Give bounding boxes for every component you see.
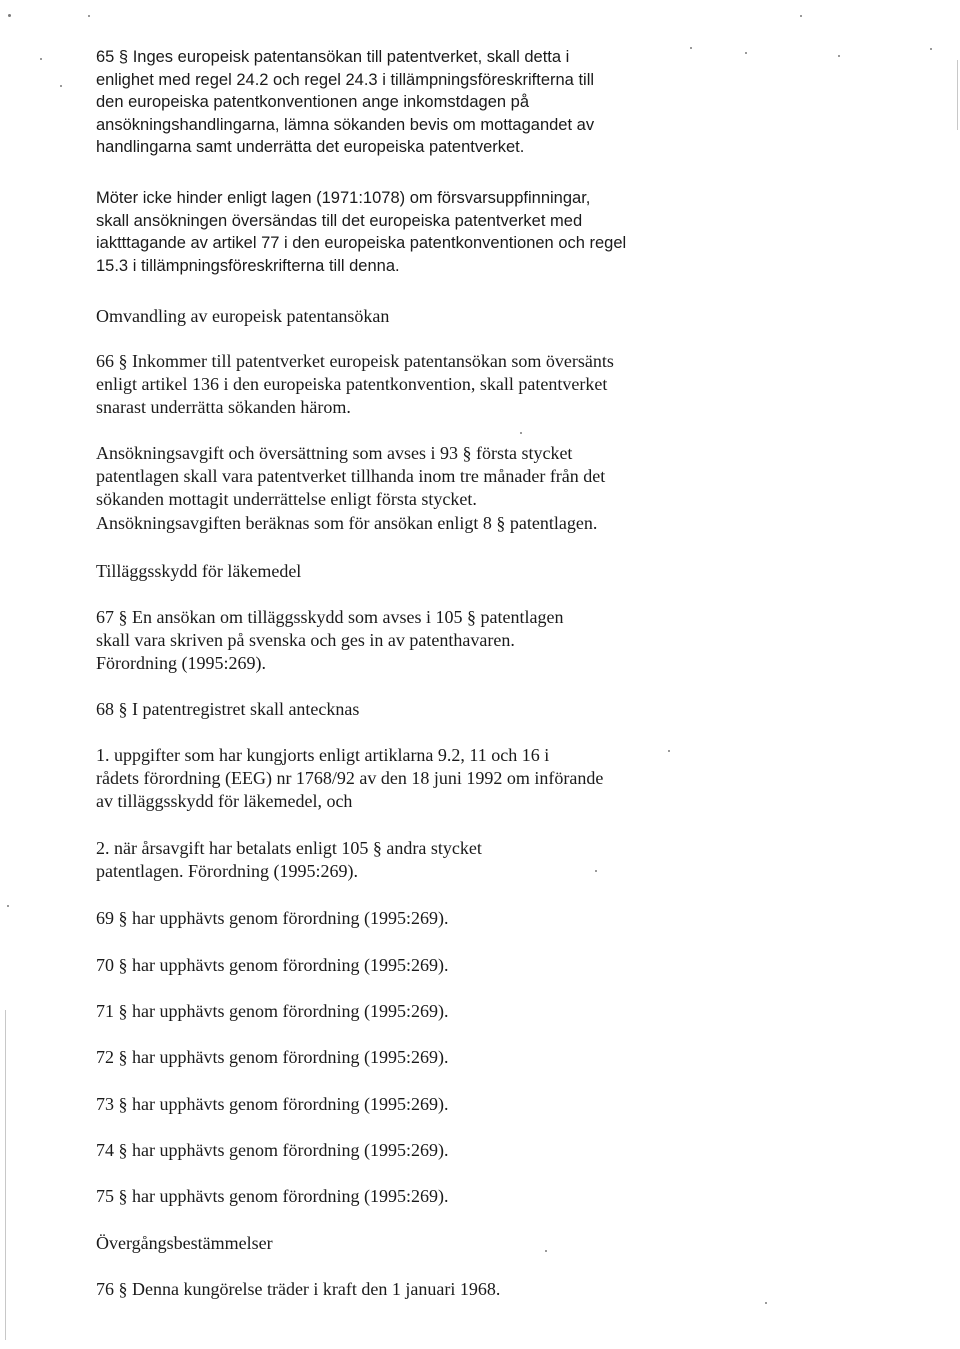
paragraph-68: 68 § I patentregistret skall antecknas xyxy=(96,699,360,719)
scan-speck xyxy=(745,52,747,54)
scan-speck xyxy=(7,905,9,907)
section-heading-tillaggsskydd: Tilläggsskydd för läkemedel xyxy=(96,561,302,581)
text-line: iaktttagande av artikel 77 i den europeiska patentkonventionen och regel xyxy=(96,234,627,252)
text-line: den europeiska patentkonventionen ange inkomstdagen på xyxy=(96,93,529,111)
scan-speck xyxy=(838,55,840,57)
text-line: av tilläggsskydd för läkemedel, och xyxy=(96,791,353,812)
paragraph-68-item-2 xyxy=(96,837,696,883)
paragraph-68-item-1 xyxy=(96,744,696,814)
scan-speck xyxy=(930,48,932,50)
text-line: 2. när årsavgift har betalats enligt 105 § andra stycket xyxy=(96,838,482,858)
section-heading-omvandling: Omvandling av europeisk patentansökan xyxy=(96,306,390,326)
text-line: skall vara skriven på svenska och ges in av patenthavaren. xyxy=(96,630,515,651)
paragraph-66-second xyxy=(96,442,696,535)
repealed-69: 69 § har upphävts genom förordning (1995:269). xyxy=(96,908,449,928)
scan-speck xyxy=(520,432,522,434)
repealed-75: 75 § har upphävts genom förordning (1995:269). xyxy=(96,1186,449,1206)
repealed-74: 74 § har upphävts genom förordning (1995:269). xyxy=(96,1140,449,1160)
text-line: Ansökningsavgift och översättning som avses i 93 § första stycket xyxy=(96,443,573,463)
paragraph-65 xyxy=(96,46,696,159)
text-line: patentlagen skall vara patentverket tillhanda inom tre månader från det xyxy=(96,466,606,487)
text-line: 1. uppgifter som har kungjorts enligt artiklarna 9.2, 11 och 16 i xyxy=(96,745,550,765)
text-line: 65 § Inges europeisk patentansökan till patentverket, skall detta i xyxy=(96,48,570,66)
text-line: snarast underrätta sökanden härom. xyxy=(96,397,351,418)
text-line: Förordning (1995:269). xyxy=(96,653,266,674)
text-line: enligt artikel 136 i den europeiska patentkonvention, skall patentverket xyxy=(96,374,608,395)
paragraph-65-second xyxy=(96,187,696,277)
repealed-70: 70 § har upphävts genom förordning (1995:269). xyxy=(96,955,449,975)
text-line: 15.3 i tillämpningsföreskrifterna till denna. xyxy=(96,256,400,275)
repealed-71: 71 § har upphävts genom förordning (1995:269). xyxy=(96,1001,449,1021)
text-line: ansökningshandlingarna, lämna sökanden bevis om mottagandet av xyxy=(96,115,595,134)
scan-speck xyxy=(40,58,42,60)
repealed-73: 73 § har upphävts genom förordning (1995:269). xyxy=(96,1094,449,1114)
scan-speck xyxy=(60,85,62,87)
text-line: sökanden mottagit underrättelse enligt första stycket. xyxy=(96,489,477,510)
scan-edge-left xyxy=(5,1010,6,1340)
section-heading-overgangsbestammelser: Övergångsbestämmelser xyxy=(96,1233,273,1253)
text-line: patentlagen. Förordning (1995:269). xyxy=(96,861,358,882)
paragraph-66 xyxy=(96,350,696,420)
text-line: 66 § Inkommer till patentverket europeisk patentansökan som översänts xyxy=(96,351,614,371)
paragraph-67 xyxy=(96,606,696,676)
text-line: skall ansökningen översändas till det europeiska patentverket med xyxy=(96,211,583,230)
text-line: Ansökningsavgiften beräknas som för ansökan enligt 8 § patentlagen. xyxy=(96,512,598,533)
scan-speck xyxy=(765,1302,767,1304)
repealed-72: 72 § har upphävts genom förordning (1995:269). xyxy=(96,1047,449,1067)
text-line: Möter icke hinder enligt lagen (1971:1078) om försvarsuppfinningar, xyxy=(96,189,591,207)
text-line: handlingarna samt underrätta det europeiska patentverket. xyxy=(96,138,525,156)
scan-edge-right xyxy=(957,60,958,130)
scan-speck xyxy=(800,15,802,17)
text-line: rådets förordning (EEG) nr 1768/92 av den 18 juni 1992 om införande xyxy=(96,768,604,789)
paragraph-76: 76 § Denna kungörelse träder i kraft den 1 januari 1968. xyxy=(96,1279,501,1299)
text-line: enlighet med regel 24.2 och regel 24.3 i tillämpningsföreskrifterna till xyxy=(96,70,595,89)
scan-speck xyxy=(8,14,11,17)
scan-speck xyxy=(88,15,90,17)
text-line: 67 § En ansökan om tilläggsskydd som avses i 105 § patentlagen xyxy=(96,607,564,627)
